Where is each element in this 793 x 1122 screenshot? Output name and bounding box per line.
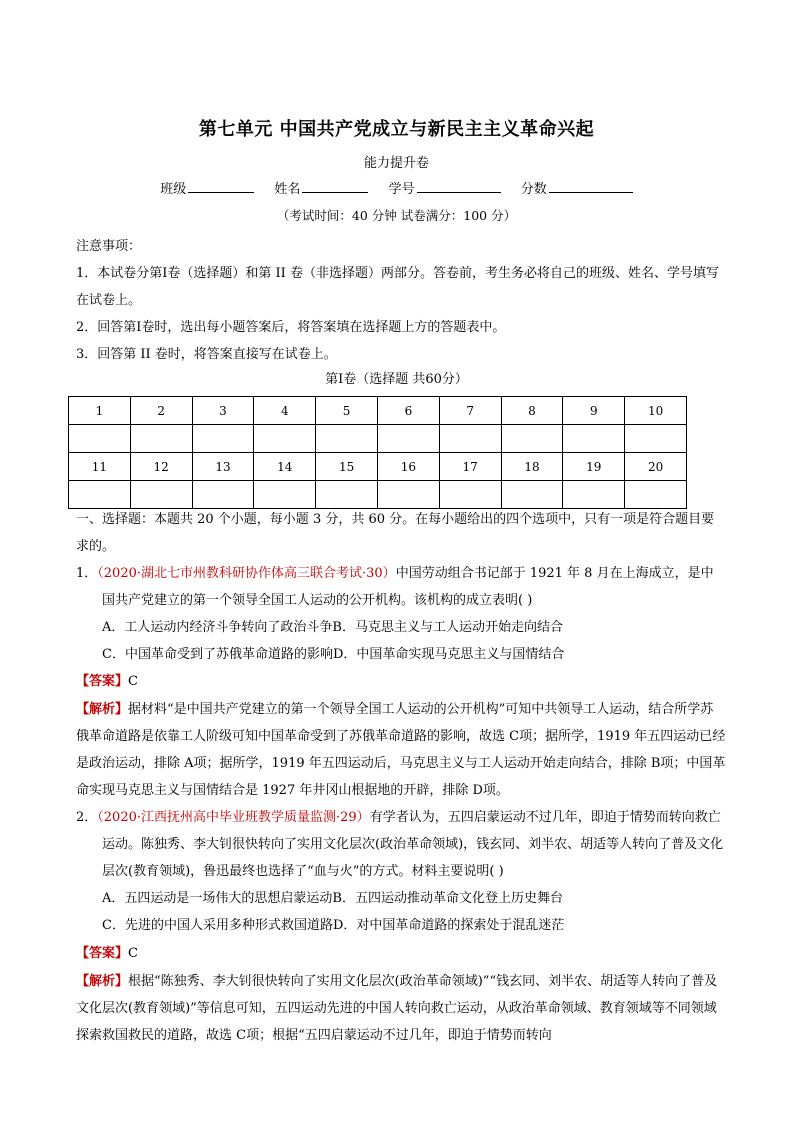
- score-field: 分数: [521, 178, 633, 197]
- student-id-field: 学号: [389, 178, 501, 197]
- table-cell: 20: [625, 453, 687, 481]
- table-cell: 15: [316, 453, 378, 481]
- option-c[interactable]: C．先进的中国人采用多种形式救国道路: [102, 918, 333, 933]
- answer-row: [69, 481, 687, 509]
- answer-cell[interactable]: [501, 425, 563, 453]
- answer-table-caption: 第Ⅰ卷（选择题 共60分）: [325, 372, 468, 387]
- student-info-fields: [0, 178, 793, 197]
- question-stem: 1．（2020·湖北七市州教科研协作体高三联合考试·30）中国劳动组合书记部于 1921 年 8 月在上海成立，是中国共产党建立的第一个领导全国工人运动的公开机构。该机构的成立表明( ): [76, 566, 714, 608]
- answer-cell[interactable]: [69, 425, 131, 453]
- table-cell: 8: [501, 397, 563, 425]
- table-header-row: [69, 397, 687, 425]
- table-cell: 9: [563, 397, 625, 425]
- question-stem: 2．（2020·江西抚州高中毕业班教学质量监测·29）有学者认为，五四启蒙运动不过几年，即迫于情势而转向救亡运动。陈独秀、李大钊很快转向了实用文化层次(政治革命领域)，钱玄同、刘半农、胡适等人转向了普及文化层次(教育领域)，鲁迅最终也选择了“血与火”的方式。材料主要说明( ): [76, 810, 724, 879]
- answer-row: [69, 425, 687, 453]
- answer-cell[interactable]: [563, 481, 625, 509]
- answer-cell[interactable]: [130, 425, 192, 453]
- answer-cell[interactable]: [254, 481, 316, 509]
- answer-cell[interactable]: [130, 481, 192, 509]
- table-header-row: [69, 453, 687, 481]
- answer-cell[interactable]: [192, 425, 254, 453]
- answer-cell[interactable]: [69, 481, 131, 509]
- notice-item-2: 2．回答第Ⅰ卷时，选出每小题答案后，将答案填在选择题上方的答题表中。: [76, 320, 506, 335]
- table-cell: 6: [377, 397, 439, 425]
- option-b[interactable]: B．马克思主义与工人运动开始走向结合: [332, 620, 563, 635]
- question-options: [76, 885, 726, 939]
- answer-value: C: [128, 946, 138, 961]
- table-cell: 19: [563, 453, 625, 481]
- table-cell: 11: [69, 453, 131, 481]
- answer-cell[interactable]: [625, 425, 687, 453]
- table-cell: 18: [501, 453, 563, 481]
- table-cell: 12: [130, 453, 192, 481]
- answer-cell[interactable]: [625, 481, 687, 509]
- answer-cell[interactable]: [192, 481, 254, 509]
- notice-item-1: 1．本试卷分第Ⅰ卷（选择题）和第 II 卷（非选择题）两部分。答卷前，考生务必将自己的班级、姓名、学号填写在试卷上。: [76, 266, 719, 308]
- table-cell: 13: [192, 453, 254, 481]
- notice-heading: 注意事项：: [76, 239, 142, 254]
- option-c[interactable]: C．中国革命受到了苏俄革命道路的影响: [102, 647, 333, 662]
- table-cell: 14: [254, 453, 316, 481]
- analysis-paragraph: 【解析】据材料“是中国共产党建立的第一个领导全国工人运动的公开机构”可知中共领导工人运动，结合所学苏俄革命道路是依靠工人阶级可知中国革命受到了苏俄革命道路的影响，故选 C项；据所学，1919 年五四运动已经是政治运动，排除 A项；据所学，1919 年五四运动后，马克思主义与工人运动开始走向结合，排除 B项；中国革命实现马克思主义与国情结合是 1927 年井冈山根据地的开辟，排除 D项。: [76, 702, 726, 798]
- question-2: [76, 804, 726, 939]
- table-cell: 3: [192, 397, 254, 425]
- table-cell: 4: [254, 397, 316, 425]
- answer-cell[interactable]: [439, 481, 501, 509]
- class-field: 班级: [160, 178, 254, 197]
- answer-table: [68, 396, 687, 509]
- answer-cell[interactable]: [439, 425, 501, 453]
- option-d[interactable]: D．对中国革命道路的探索处于混乱迷茫: [332, 918, 565, 933]
- notice-item-3: 3．回答第 II 卷时，将答案直接写在试卷上。: [76, 347, 337, 362]
- section-heading: 一、选择题：本题共 20 个小题，每小题 3 分，共 60 分。在每小题给出的四个选项中，只有一项是符合题目要求的。: [76, 512, 715, 554]
- question-1: [76, 560, 726, 668]
- answer-cell[interactable]: [563, 425, 625, 453]
- option-d[interactable]: D．中国革命实现马克思主义与国情结合: [332, 647, 565, 662]
- table-cell: 10: [625, 397, 687, 425]
- option-a[interactable]: A．五四运动是一场伟大的思想启蒙运动: [102, 891, 333, 906]
- question-source: （2020·江西抚州高中毕业班教学质量监测·29）: [97, 810, 370, 825]
- answer-cell[interactable]: [316, 481, 378, 509]
- answer-cell[interactable]: [377, 481, 439, 509]
- answer-value: C: [128, 674, 138, 689]
- table-cell: 16: [377, 453, 439, 481]
- answer-cell[interactable]: [316, 425, 378, 453]
- analysis-paragraph: 【解析】根据“陈独秀、李大钊很快转向了实用文化层次(政治革命领域)”“钱玄同、刘半农、胡适等人转向了普及文化层次(教育领域)”等信息可知，五四运动先进的中国人转向救亡运动，从政治革命领域、教育领域等不同领域探索救国救民的道路，故选 C项；根据“五四启蒙运动不过几年，即迫于情势而转向: [76, 974, 718, 1043]
- answer-cell[interactable]: [254, 425, 316, 453]
- table-cell: 1: [69, 397, 131, 425]
- name-field: 姓名: [274, 178, 368, 197]
- answer-line: 【答案】C: [76, 946, 138, 961]
- page-subtitle: 能力提升卷: [363, 156, 429, 171]
- table-cell: 7: [439, 397, 501, 425]
- table-cell: 5: [316, 397, 378, 425]
- answer-cell[interactable]: [377, 425, 439, 453]
- answer-line: 【答案】C: [76, 674, 138, 689]
- option-a[interactable]: A．工人运动内经济斗争转向了政治斗争: [102, 620, 333, 635]
- table-cell: 2: [130, 397, 192, 425]
- option-b[interactable]: B．五四运动推动革命文化登上历史舞台: [332, 891, 563, 906]
- question-source: （2020·湖北七市州教科研协作体高三联合考试·30）: [97, 566, 396, 581]
- page-title: 第七单元 中国共产党成立与新民主主义革命兴起: [198, 119, 595, 140]
- exam-info: （考试时间：40 分钟 试卷满分：100 分）: [276, 208, 517, 223]
- answer-cell[interactable]: [501, 481, 563, 509]
- question-options: [76, 614, 726, 668]
- table-cell: 17: [439, 453, 501, 481]
